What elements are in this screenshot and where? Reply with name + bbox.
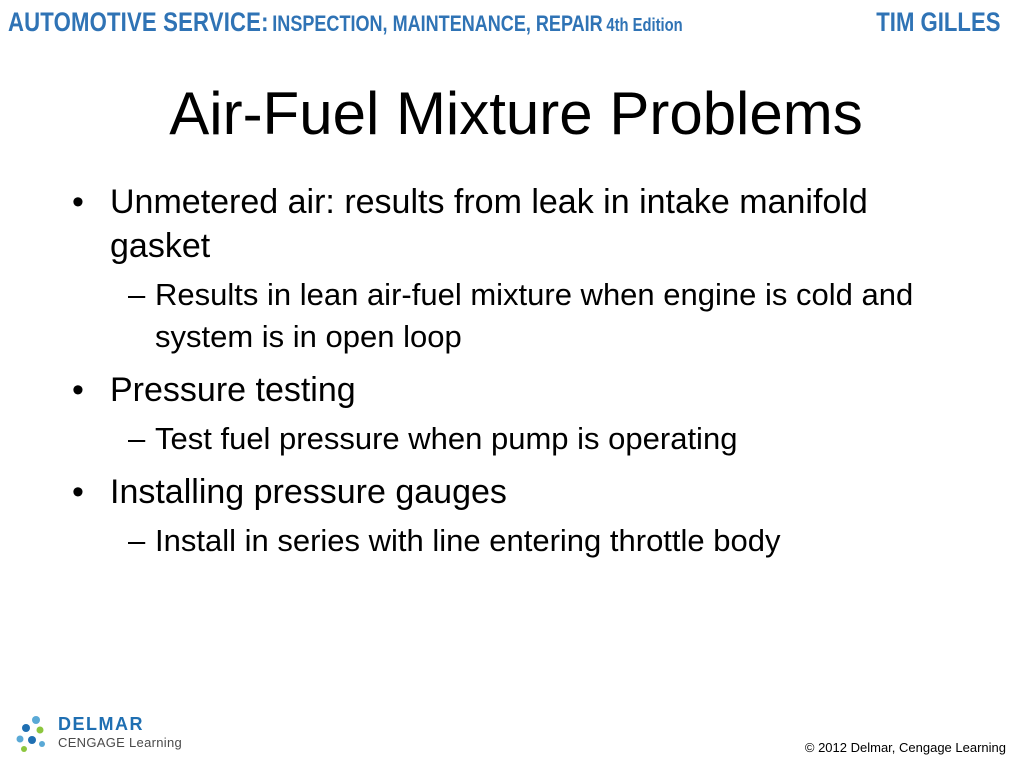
bullet-text: Installing pressure gauges — [110, 473, 507, 511]
header-bar — [0, 0, 1024, 42]
bullet-text: Unmetered air: results from leak in intake manifold gasket — [110, 183, 868, 265]
cengage-logo-icon — [14, 714, 50, 754]
bullet-item — [72, 180, 952, 268]
logo-cengage-text: CENGAGE Learning — [58, 735, 183, 750]
slide-title: Air-Fuel Mixture Problems — [169, 80, 863, 147]
sub-bullet-text: Test fuel pressure when pump is operating — [155, 421, 738, 456]
logo-delmar-text: DELMAR — [58, 714, 144, 734]
sub-bullet-mark: – — [128, 277, 146, 312]
slide-content — [72, 180, 952, 572]
book-title-sub: INSPECTION, MAINTENANCE, REPAIR — [272, 11, 603, 36]
sub-bullet-text: Results in lean air-fuel mixture when engine is cold and system is in open loop — [155, 277, 914, 354]
sub-bullet-mark: – — [128, 523, 146, 558]
sub-bullet-item — [72, 520, 952, 562]
sub-bullet-item — [72, 274, 952, 358]
copyright-notice: © 2012 Delmar, Cengage Learning — [804, 740, 1006, 755]
bullet-text: Pressure testing — [110, 371, 356, 409]
delmar-logo — [14, 712, 194, 756]
bullet-item — [72, 470, 952, 514]
sub-bullet-text: Install in series with line entering throttle body — [155, 523, 781, 558]
book-author: TIM GILLES — [875, 7, 1000, 37]
sub-bullet-item — [72, 418, 952, 460]
bullet-mark: • — [72, 371, 84, 409]
bullet-mark: • — [72, 183, 84, 221]
bullet-item — [72, 368, 952, 412]
book-title-main: AUTOMOTIVE SERVICE: — [8, 7, 269, 37]
sub-bullet-mark: – — [128, 421, 146, 456]
bullet-mark: • — [72, 473, 84, 511]
book-edition: 4th Edition — [606, 15, 683, 35]
book-title — [8, 7, 683, 38]
